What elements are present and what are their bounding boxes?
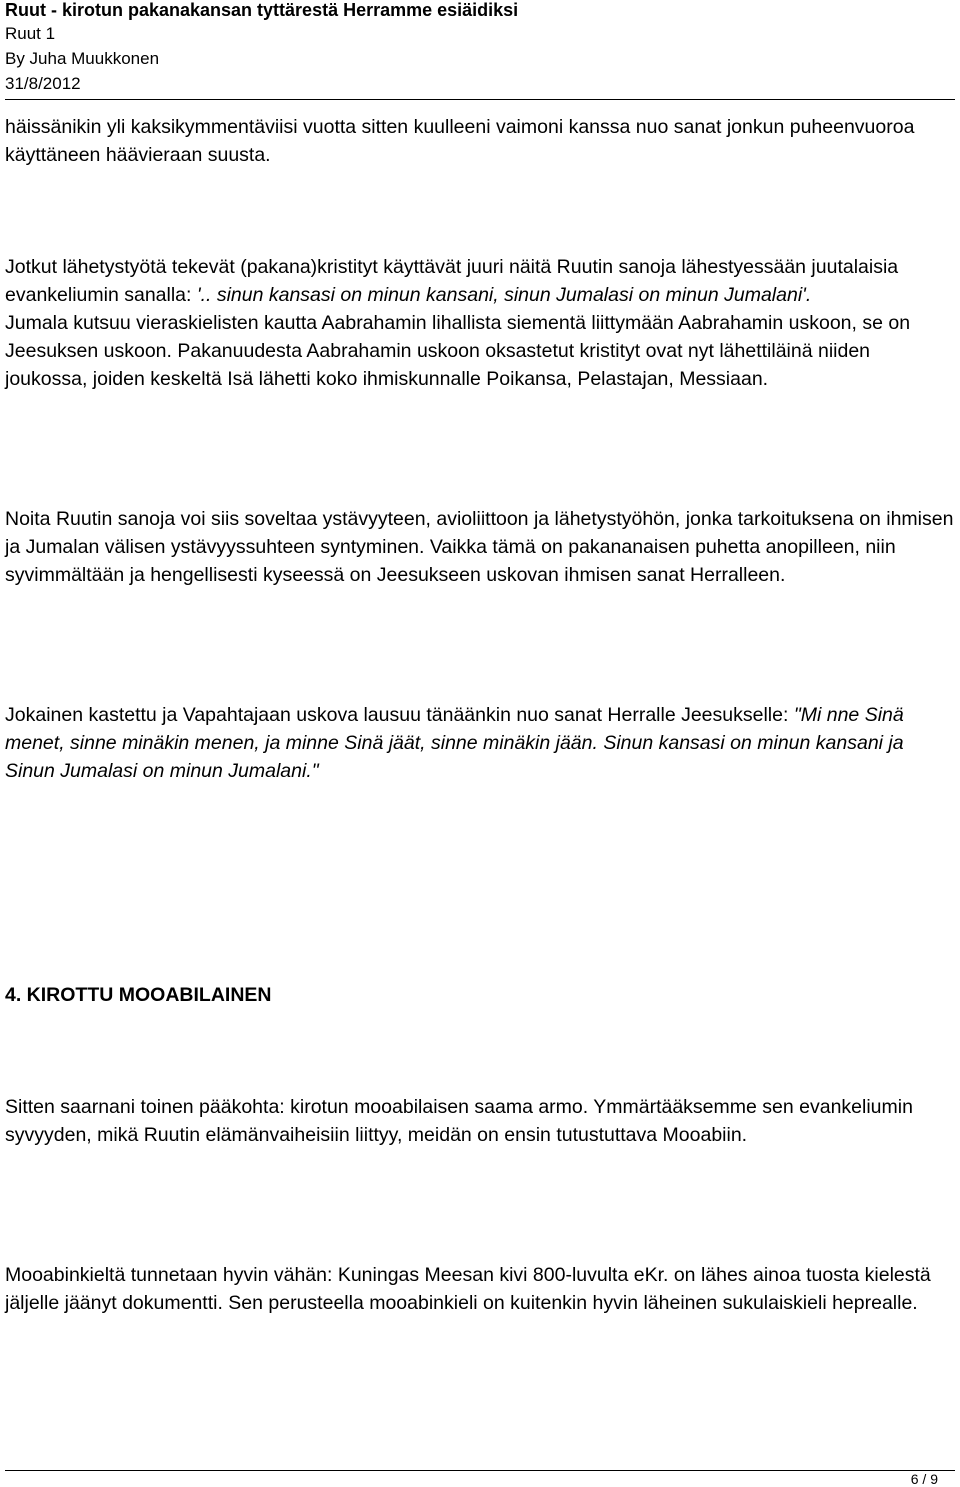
paragraph-4-quote: "Mi nne Sinä menet, sinne minäkin menen, ja minne Sinä jäät, sinne minäkin jään. Sinun kansasi on minun kansani ja Sinun Jumalasi on minun Jumalani." — [5, 704, 904, 782]
footer-divider — [5, 1470, 955, 1471]
section-heading: 4. KIROTTU MOOABILAINEN — [5, 984, 272, 1006]
paragraph-4-intro: Jokainen kastettu ja Vapahtajaan uskova lausuu tänäänkin nuo sanat Herralle Jeesukselle: — [5, 704, 794, 726]
paragraph-2-rest: Jumala kutsuu vieraskielisten kautta Aabrahamin lihallista siementä liittymään Aabrahamin uskoon, se on Jeesuksen uskoon. Pakanuudesta Aabrahamin uskoon oksastetut kristityt ovat nyt lähettiläinä niiden joukossa, joiden keskeltä Isä lähetti koko ihmiskunnalle Poikansa, Pelastajan, Messiaan. — [5, 312, 911, 390]
document-title: Ruut - kirotun pakanakansan tyttärestä Herramme esiäidiksi — [5, 0, 519, 20]
paragraph-2 — [5, 253, 955, 393]
document-subtitle: Ruut 1 — [5, 24, 56, 43]
document-header — [5, 0, 955, 96]
header-divider — [5, 99, 955, 100]
page-number: 6 / 9 — [910, 1471, 938, 1487]
document-date: 31/8/2012 — [5, 74, 81, 93]
paragraph-6: Mooabinkieltä tunnetaan hyvin vähän: Kuningas Meesan kivi 800-luvulta eKr. on lähes ainoa tuosta kielestä jäljelle jäänyt dokumentti. Sen perusteella mooabinkieli on kuitenkin hyvin läheinen sukulaiskieli heprealle. — [5, 1264, 931, 1314]
document-author: By Juha Muukkonen — [5, 49, 160, 68]
paragraph-5: Sitten saarnani toinen pääkohta: kirotun mooabilaisen saama armo. Ymmärtääksemme sen evankeliumin syvyyden, mikä Ruutin elämänvaiheisiin liittyy, meidän on ensin tutustuttava Mooabiin. — [5, 1096, 913, 1146]
paragraph-2-quote: '.. sinun kansasi on minun kansani, sinun Jumalasi on minun Jumalani'. — [196, 284, 812, 306]
paragraph-1: häissänikin yli kaksikymmentäviisi vuotta sitten kuulleeni vaimoni kanssa nuo sanat jonkun puheenvuoroa käyttäneen häävieraan suusta. — [5, 116, 915, 166]
paragraph-3: Noita Ruutin sanoja voi siis soveltaa ystävyyteen, avioliittoon ja lähetystyöhön, jonka tarkoituksena on ihmisen ja Jumalan välisen ystävyyssuhteen syntyminen. Vaikka tämä on pakananaisen puhetta anopilleen, niin syvimmältään ja hengellisesti kyseessä on Jeesukseen uskovan ihmisen sanat Herralleen. — [5, 508, 954, 586]
paragraph-2-intro: Jotkut lähetystyötä tekevät (pakana)kristityt käyttävät juuri näitä Ruutin sanoja lähestyessään juutalaisia evankeliumin sanalla: — [5, 256, 899, 306]
paragraph-4 — [5, 701, 955, 785]
